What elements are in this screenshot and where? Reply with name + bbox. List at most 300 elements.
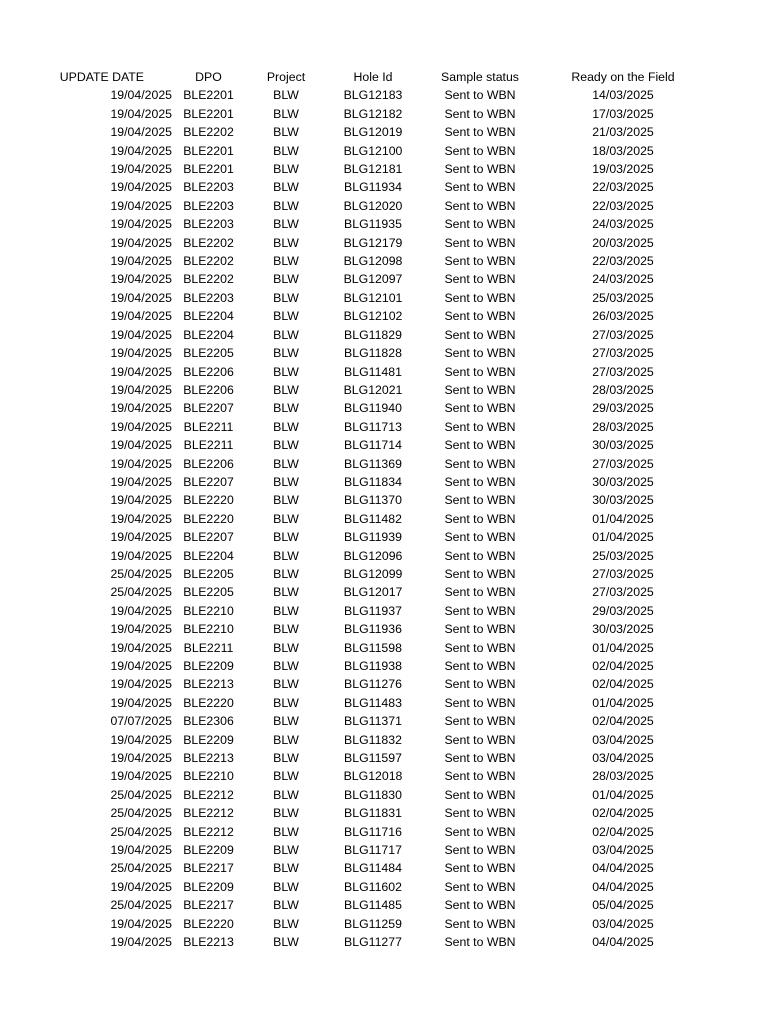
project-cell[interactable]: BLW [273,180,299,195]
hole-id-cell[interactable]: BLG11597 [344,751,402,766]
ready-date-cell[interactable]: 01/04/2025 [592,640,654,655]
dpo-cell[interactable]: BLE2213 [183,677,234,692]
dpo-cell[interactable]: BLE2213 [183,751,234,766]
hole-id-cell[interactable]: BLG11276 [344,677,402,692]
hole-id-cell[interactable]: BLG12096 [343,548,403,563]
update-date-cell[interactable]: 19/04/2025 [110,603,172,618]
ready-date-cell[interactable]: 30/03/2025 [592,474,654,489]
project-cell[interactable]: BLW [273,272,299,287]
update-date-cell[interactable]: 19/04/2025 [110,382,172,397]
sample-status-cell[interactable]: Sent to WBN [444,530,516,545]
ready-date-cell[interactable]: 22/03/2025 [592,198,654,213]
update-date-cell[interactable]: 19/04/2025 [110,438,172,453]
project-cell[interactable]: BLW [273,511,299,526]
header-project[interactable]: Project [266,70,306,84]
update-date-cell[interactable]: 19/04/2025 [110,217,172,232]
update-date-cell[interactable]: 19/04/2025 [110,456,172,471]
sample-status-cell[interactable]: Sent to WBN [444,640,516,655]
project-cell[interactable]: BLW [273,548,299,563]
sample-status-cell[interactable]: Sent to WBN [444,695,516,710]
update-date-cell[interactable]: 19/04/2025 [110,622,172,637]
dpo-cell[interactable]: BLE2201 [183,162,234,177]
dpo-cell[interactable]: BLE2213 [183,935,234,950]
ready-date-cell[interactable]: 03/04/2025 [592,916,654,931]
hole-id-cell[interactable]: BLG11485 [344,898,402,913]
update-date-cell[interactable]: 19/04/2025 [110,125,172,140]
sample-status-cell[interactable]: Sent to WBN [444,585,516,600]
dpo-cell[interactable]: BLE2203 [183,180,234,195]
project-cell[interactable]: BLW [273,695,299,710]
ready-date-cell[interactable]: 28/03/2025 [592,382,654,397]
dpo-cell[interactable]: BLE2201 [183,143,234,158]
table-row [0,657,701,675]
dpo-cell[interactable]: BLE2306 [183,714,234,729]
dpo-cell[interactable]: BLE2217 [183,861,234,876]
ready-date-cell[interactable]: 27/03/2025 [592,585,654,600]
dpo-cell[interactable]: BLE2210 [183,603,234,618]
ready-date-cell[interactable]: 28/03/2025 [592,769,654,784]
dpo-cell[interactable]: BLE2220 [183,916,234,931]
hole-id-cell[interactable]: BLG11482 [344,511,402,526]
ready-date-cell[interactable]: 30/03/2025 [592,622,654,637]
hole-id-cell[interactable]: BLG11277 [344,935,402,950]
sample-status-cell[interactable]: Sent to WBN [444,677,516,692]
project-cell[interactable]: BLW [273,806,299,821]
update-date-cell[interactable]: 19/04/2025 [110,106,172,121]
sample-status-cell[interactable]: Sent to WBN [444,769,516,784]
dpo-cell[interactable]: BLE2209 [183,879,234,894]
ready-date-cell[interactable]: 03/04/2025 [592,751,654,766]
ready-date-cell[interactable]: 24/03/2025 [592,217,654,232]
update-date-cell[interactable]: 25/04/2025 [110,824,172,839]
header-dpo[interactable]: DPO [195,70,222,84]
sample-status-cell[interactable]: Sent to WBN [444,401,516,416]
project-cell[interactable]: BLW [273,640,299,655]
update-date-cell[interactable]: 25/04/2025 [110,566,172,581]
sample-status-cell[interactable]: Sent to WBN [444,879,516,894]
hole-id-cell[interactable]: BLG11940 [344,401,402,416]
update-date-cell[interactable]: 19/04/2025 [110,916,172,931]
sample-status-cell[interactable]: Sent to WBN [444,125,516,140]
dpo-cell[interactable]: BLE2217 [183,898,234,913]
ready-date-cell[interactable]: 26/03/2025 [592,309,654,324]
ready-date-cell[interactable]: 30/03/2025 [592,438,654,453]
hole-id-cell[interactable]: BLG11598 [344,640,402,655]
ready-date-cell[interactable]: 28/03/2025 [592,419,654,434]
hole-id-cell[interactable]: BLG12181 [343,162,403,177]
project-cell[interactable]: BLW [273,879,299,894]
project-cell[interactable]: BLW [273,603,299,618]
sample-status-cell[interactable]: Sent to WBN [444,916,516,931]
project-cell[interactable]: BLW [273,659,299,673]
hole-id-cell[interactable]: BLG12100 [343,143,403,158]
hole-id-cell[interactable]: BLG12182 [343,106,403,121]
ready-date-cell[interactable]: 27/03/2025 [592,327,654,342]
ready-date-cell[interactable]: 04/04/2025 [592,861,654,876]
dpo-cell[interactable]: BLE2202 [183,272,234,287]
update-date-cell[interactable]: 19/04/2025 [110,309,172,324]
dpo-cell[interactable]: BLE2209 [183,732,234,747]
dpo-cell[interactable]: BLE2203 [183,217,234,232]
dpo-cell[interactable]: BLE2212 [183,787,234,802]
hole-id-cell[interactable]: BLG12020 [343,198,403,213]
project-cell[interactable]: BLW [273,235,299,250]
sample-status-cell[interactable]: Sent to WBN [444,603,516,618]
dpo-cell[interactable]: BLE2206 [183,382,234,397]
dpo-cell[interactable]: BLE2207 [183,474,234,489]
ready-date-cell[interactable]: 18/03/2025 [592,143,654,158]
update-date-cell[interactable]: 19/04/2025 [110,419,172,434]
hole-id-cell[interactable]: BLG11828 [344,346,402,361]
header-sample-status[interactable]: Sample status [441,70,519,84]
project-cell[interactable]: BLW [273,935,299,950]
sample-status-cell[interactable]: Sent to WBN [444,622,516,637]
dpo-cell[interactable]: BLE2201 [183,106,234,121]
header-hole-id[interactable]: Hole Id [353,70,393,84]
dpo-cell[interactable]: BLE2212 [183,806,234,821]
update-date-cell[interactable]: 19/04/2025 [110,346,172,361]
ready-date-cell[interactable]: 14/03/2025 [592,88,654,103]
project-cell[interactable]: BLW [273,346,299,361]
update-date-cell[interactable]: 19/04/2025 [110,493,172,508]
ready-date-cell[interactable]: 25/03/2025 [592,290,654,305]
ready-date-cell[interactable]: 01/04/2025 [592,695,654,710]
project-cell[interactable]: BLW [273,769,299,784]
project-cell[interactable]: BLW [273,751,299,766]
table-row [0,712,701,730]
hole-id-cell[interactable]: BLG11937 [344,603,402,618]
project-cell[interactable]: BLW [273,198,299,213]
hole-id-cell[interactable]: BLG12021 [343,382,403,397]
hole-id-cell[interactable]: BLG11831 [344,806,402,821]
ready-date-cell[interactable]: 20/03/2025 [592,235,654,250]
dpo-cell[interactable]: BLE2220 [183,511,234,526]
data-table [0,68,701,952]
ready-date-cell[interactable]: 29/03/2025 [592,401,654,416]
hole-id-cell[interactable]: BLG12101 [343,290,403,305]
hole-id-cell[interactable]: BLG11714 [344,438,402,453]
sample-status-cell[interactable]: Sent to WBN [444,751,516,766]
table-row [0,326,701,344]
project-cell[interactable]: BLW [273,530,299,545]
update-date-cell[interactable]: 25/04/2025 [110,787,172,802]
dpo-cell[interactable]: BLE2203 [183,198,234,213]
sample-status-cell[interactable]: Sent to WBN [444,898,516,913]
update-date-cell[interactable]: 19/04/2025 [110,474,172,489]
table-row [0,86,701,104]
dpo-cell[interactable]: BLE2211 [183,419,234,434]
sample-status-cell[interactable]: Sent to WBN [444,346,516,361]
ready-date-cell[interactable]: 27/03/2025 [592,566,654,581]
update-date-cell[interactable]: 19/04/2025 [110,751,172,766]
hole-id-cell[interactable]: BLG12099 [343,566,403,581]
update-date-cell[interactable]: 25/04/2025 [110,585,172,600]
dpo-cell[interactable]: BLE2212 [183,824,234,839]
project-cell[interactable]: BLW [273,106,299,121]
update-date-cell[interactable]: 19/04/2025 [110,935,172,950]
header-update-date[interactable]: UPDATE DATE [59,70,144,84]
sample-status-cell[interactable]: Sent to WBN [444,732,516,747]
update-date-cell[interactable]: 19/04/2025 [110,695,172,710]
update-date-cell[interactable]: 19/04/2025 [110,198,172,213]
sample-status-cell[interactable]: Sent to WBN [444,364,516,379]
dpo-cell[interactable]: BLE2205 [183,585,234,600]
update-date-cell[interactable]: 19/04/2025 [110,732,172,747]
update-date-cell[interactable]: 19/04/2025 [110,235,172,250]
project-cell[interactable]: BLW [273,254,299,269]
hole-id-cell[interactable]: BLG12098 [343,254,403,269]
project-cell[interactable]: BLW [273,217,299,232]
dpo-cell[interactable]: BLE2206 [183,364,234,379]
hole-id-cell[interactable]: BLG11481 [344,364,402,379]
update-date-cell[interactable]: 19/04/2025 [110,327,172,342]
project-cell[interactable]: BLW [273,677,299,692]
sample-status-cell[interactable]: Sent to WBN [444,787,516,802]
update-date-cell[interactable]: 19/04/2025 [110,401,172,416]
ready-date-cell[interactable]: 22/03/2025 [592,254,654,269]
update-date-cell[interactable]: 19/04/2025 [110,162,172,177]
ready-date-cell[interactable]: 01/04/2025 [592,530,654,545]
sample-status-cell[interactable]: Sent to WBN [444,806,516,821]
sample-status-cell[interactable]: Sent to WBN [444,474,516,489]
project-cell[interactable]: BLW [273,843,299,858]
update-date-cell[interactable]: 19/04/2025 [110,677,172,692]
update-date-cell[interactable]: 19/04/2025 [110,180,172,195]
update-date-cell[interactable]: 19/04/2025 [110,88,172,103]
project-cell[interactable]: BLW [273,474,299,489]
ready-date-cell[interactable]: 04/04/2025 [592,935,654,950]
ready-date-cell[interactable]: 19/03/2025 [592,162,654,177]
ready-date-cell[interactable]: 02/04/2025 [592,677,654,692]
table-row [0,528,701,546]
update-date-cell[interactable]: 19/04/2025 [110,511,172,526]
project-cell[interactable]: BLW [273,401,299,416]
update-date-cell[interactable]: 19/04/2025 [110,548,172,563]
sample-status-cell[interactable]: Sent to WBN [444,327,516,342]
ready-date-cell[interactable]: 03/04/2025 [592,843,654,858]
update-date-cell[interactable]: 19/04/2025 [110,530,172,545]
project-cell[interactable]: BLW [273,419,299,434]
project-cell[interactable]: BLW [273,290,299,305]
project-cell[interactable]: BLW [273,566,299,581]
hole-id-cell[interactable]: BLG12179 [343,235,403,250]
update-date-cell[interactable]: 07/07/2025 [110,714,172,729]
project-cell[interactable]: BLW [273,622,299,637]
sample-status-cell[interactable]: Sent to WBN [444,456,516,471]
sample-status-cell[interactable]: Sent to WBN [444,438,516,453]
dpo-cell[interactable]: BLE2220 [183,695,234,710]
update-date-cell[interactable]: 19/04/2025 [110,143,172,158]
sample-status-cell[interactable]: Sent to WBN [444,254,516,269]
ready-date-cell[interactable]: 27/03/2025 [592,456,654,471]
ready-date-cell[interactable]: 25/03/2025 [592,548,654,563]
hole-id-cell[interactable]: BLG11830 [344,787,402,802]
update-date-cell[interactable]: 25/04/2025 [110,898,172,913]
hole-id-cell[interactable]: BLG11834 [344,474,402,489]
hole-id-cell[interactable]: BLG11369 [344,456,402,471]
project-cell[interactable]: BLW [273,309,299,324]
hole-id-cell[interactable]: BLG11934 [344,180,402,195]
table-row [0,823,701,841]
project-cell[interactable]: BLW [273,916,299,931]
dpo-cell[interactable]: BLE2209 [183,659,234,673]
sample-status-cell[interactable]: Sent to WBN [444,106,516,121]
sample-status-cell[interactable]: Sent to WBN [444,861,516,876]
project-cell[interactable]: BLW [273,88,299,103]
project-cell[interactable]: BLW [273,493,299,508]
sample-status-cell[interactable]: Sent to WBN [444,88,516,103]
sample-status-cell[interactable]: Sent to WBN [444,235,516,250]
dpo-cell[interactable]: BLE2209 [183,843,234,858]
sample-status-cell[interactable]: Sent to WBN [444,180,516,195]
update-date-cell[interactable]: 19/04/2025 [110,843,172,858]
dpo-cell[interactable]: BLE2204 [183,327,234,342]
sample-status-cell[interactable]: Sent to WBN [444,290,516,305]
dpo-cell[interactable]: BLE2210 [183,769,234,784]
update-date-cell[interactable]: 19/04/2025 [110,659,172,673]
sample-status-cell[interactable]: Sent to WBN [444,272,516,287]
dpo-cell[interactable]: BLE2204 [183,309,234,324]
update-date-cell[interactable]: 19/04/2025 [110,272,172,287]
hole-id-cell[interactable]: BLG12017 [343,585,403,600]
project-cell[interactable]: BLW [273,861,299,876]
sample-status-cell[interactable]: Sent to WBN [444,162,516,177]
ready-date-cell[interactable]: 29/03/2025 [592,603,654,618]
update-date-cell[interactable]: 19/04/2025 [110,769,172,784]
sample-status-cell[interactable]: Sent to WBN [444,309,516,324]
project-cell[interactable]: BLW [273,327,299,342]
hole-id-cell[interactable]: BLG11259 [344,916,402,931]
sample-status-cell[interactable]: Sent to WBN [444,382,516,397]
dpo-cell[interactable]: BLE2202 [183,125,234,140]
project-cell[interactable]: BLW [273,714,299,729]
ready-date-cell[interactable]: 27/03/2025 [592,346,654,361]
project-cell[interactable]: BLW [273,143,299,158]
dpo-cell[interactable]: BLE2202 [183,235,234,250]
hole-id-cell[interactable]: BLG11936 [344,622,402,637]
ready-date-cell[interactable]: 02/04/2025 [592,714,654,729]
dpo-cell[interactable]: BLE2210 [183,622,234,637]
header-ready-on-field[interactable]: Ready on the Field [571,70,675,84]
project-cell[interactable]: BLW [273,732,299,747]
hole-id-cell[interactable]: BLG11370 [344,493,402,508]
ready-date-cell[interactable]: 02/04/2025 [592,824,654,839]
project-cell[interactable]: BLW [273,364,299,379]
sample-status-cell[interactable]: Sent to WBN [444,493,516,508]
ready-date-cell[interactable]: 22/03/2025 [592,180,654,195]
ready-date-cell[interactable]: 02/04/2025 [592,659,654,673]
dpo-cell[interactable]: BLE2205 [183,346,234,361]
ready-date-cell[interactable]: 01/04/2025 [592,787,654,802]
update-date-cell[interactable]: 19/04/2025 [110,290,172,305]
update-date-cell[interactable]: 19/04/2025 [110,640,172,655]
project-cell[interactable]: BLW [273,125,299,140]
hole-id-cell[interactable]: BLG11939 [344,530,402,545]
dpo-cell[interactable]: BLE2220 [183,493,234,508]
ready-date-cell[interactable]: 05/04/2025 [592,898,654,913]
hole-id-cell[interactable]: BLG11938 [344,659,402,673]
hole-id-cell[interactable]: BLG12019 [343,125,403,140]
ready-date-cell[interactable]: 30/03/2025 [592,493,654,508]
dpo-cell[interactable]: BLE2211 [183,438,234,453]
table-row [0,933,701,951]
table-row [0,878,701,896]
ready-date-cell[interactable]: 04/04/2025 [592,879,654,894]
table-row [0,160,701,178]
sample-status-cell[interactable]: Sent to WBN [444,714,516,729]
update-date-cell[interactable]: 25/04/2025 [110,806,172,821]
project-cell[interactable]: BLW [273,898,299,913]
update-date-cell[interactable]: 19/04/2025 [110,364,172,379]
project-cell[interactable]: BLW [273,162,299,177]
hole-id-cell[interactable]: BLG12018 [343,769,403,784]
project-cell[interactable]: BLW [273,438,299,453]
ready-date-cell[interactable]: 21/03/2025 [592,125,654,140]
update-date-cell[interactable]: 25/04/2025 [110,861,172,876]
hole-id-cell[interactable]: BLG11371 [344,714,402,729]
hole-id-cell[interactable]: BLG12102 [343,309,403,324]
hole-id-cell[interactable]: BLG11484 [344,861,402,876]
sample-status-cell[interactable]: Sent to WBN [444,419,516,434]
project-cell[interactable]: BLW [273,382,299,397]
ready-date-cell[interactable]: 17/03/2025 [592,106,654,121]
dpo-cell[interactable]: BLE2204 [183,548,234,563]
dpo-cell[interactable]: BLE2202 [183,254,234,269]
dpo-cell[interactable]: BLE2207 [183,401,234,416]
sample-status-cell[interactable]: Sent to WBN [444,824,516,839]
hole-id-cell[interactable]: BLG11832 [344,732,402,747]
sample-status-cell[interactable]: Sent to WBN [444,217,516,232]
sample-status-cell[interactable]: Sent to WBN [444,198,516,213]
project-cell[interactable]: BLW [273,787,299,802]
hole-id-cell[interactable]: BLG11717 [344,843,402,858]
ready-date-cell[interactable]: 27/03/2025 [592,364,654,379]
dpo-cell[interactable]: BLE2203 [183,290,234,305]
update-date-cell[interactable]: 19/04/2025 [110,879,172,894]
table-row [0,234,701,252]
dpo-cell[interactable]: BLE2206 [183,456,234,471]
sample-status-cell[interactable]: Sent to WBN [444,143,516,158]
ready-date-cell[interactable]: 03/04/2025 [592,732,654,747]
sample-status-cell[interactable]: Sent to WBN [444,548,516,563]
hole-id-cell[interactable]: BLG11829 [344,327,402,342]
hole-id-cell[interactable]: BLG11713 [344,419,402,434]
sample-status-cell[interactable]: Sent to WBN [444,843,516,858]
dpo-cell[interactable]: BLE2207 [183,530,234,545]
update-date-cell[interactable]: 19/04/2025 [110,254,172,269]
project-cell[interactable]: BLW [273,456,299,471]
dpo-cell[interactable]: BLE2201 [183,88,234,103]
sample-status-cell[interactable]: Sent to WBN [444,659,516,673]
hole-id-cell[interactable]: BLG11716 [344,824,402,839]
hole-id-cell[interactable]: BLG12183 [343,88,403,103]
table-row [0,620,701,638]
sample-status-cell[interactable]: Sent to WBN [444,566,516,581]
dpo-cell[interactable]: BLE2205 [183,566,234,581]
ready-date-cell[interactable]: 24/03/2025 [592,272,654,287]
ready-date-cell[interactable]: 01/04/2025 [592,511,654,526]
hole-id-cell[interactable]: BLG11935 [344,217,402,232]
sample-status-cell[interactable]: Sent to WBN [444,511,516,526]
sample-status-cell[interactable]: Sent to WBN [444,935,516,950]
dpo-cell[interactable]: BLE2211 [183,640,234,655]
project-cell[interactable]: BLW [273,585,299,600]
hole-id-cell[interactable]: BLG11602 [344,879,402,894]
hole-id-cell[interactable]: BLG11483 [344,695,402,710]
hole-id-cell[interactable]: BLG12097 [343,272,403,287]
project-cell[interactable]: BLW [273,824,299,839]
ready-date-cell[interactable]: 02/04/2025 [592,806,654,821]
